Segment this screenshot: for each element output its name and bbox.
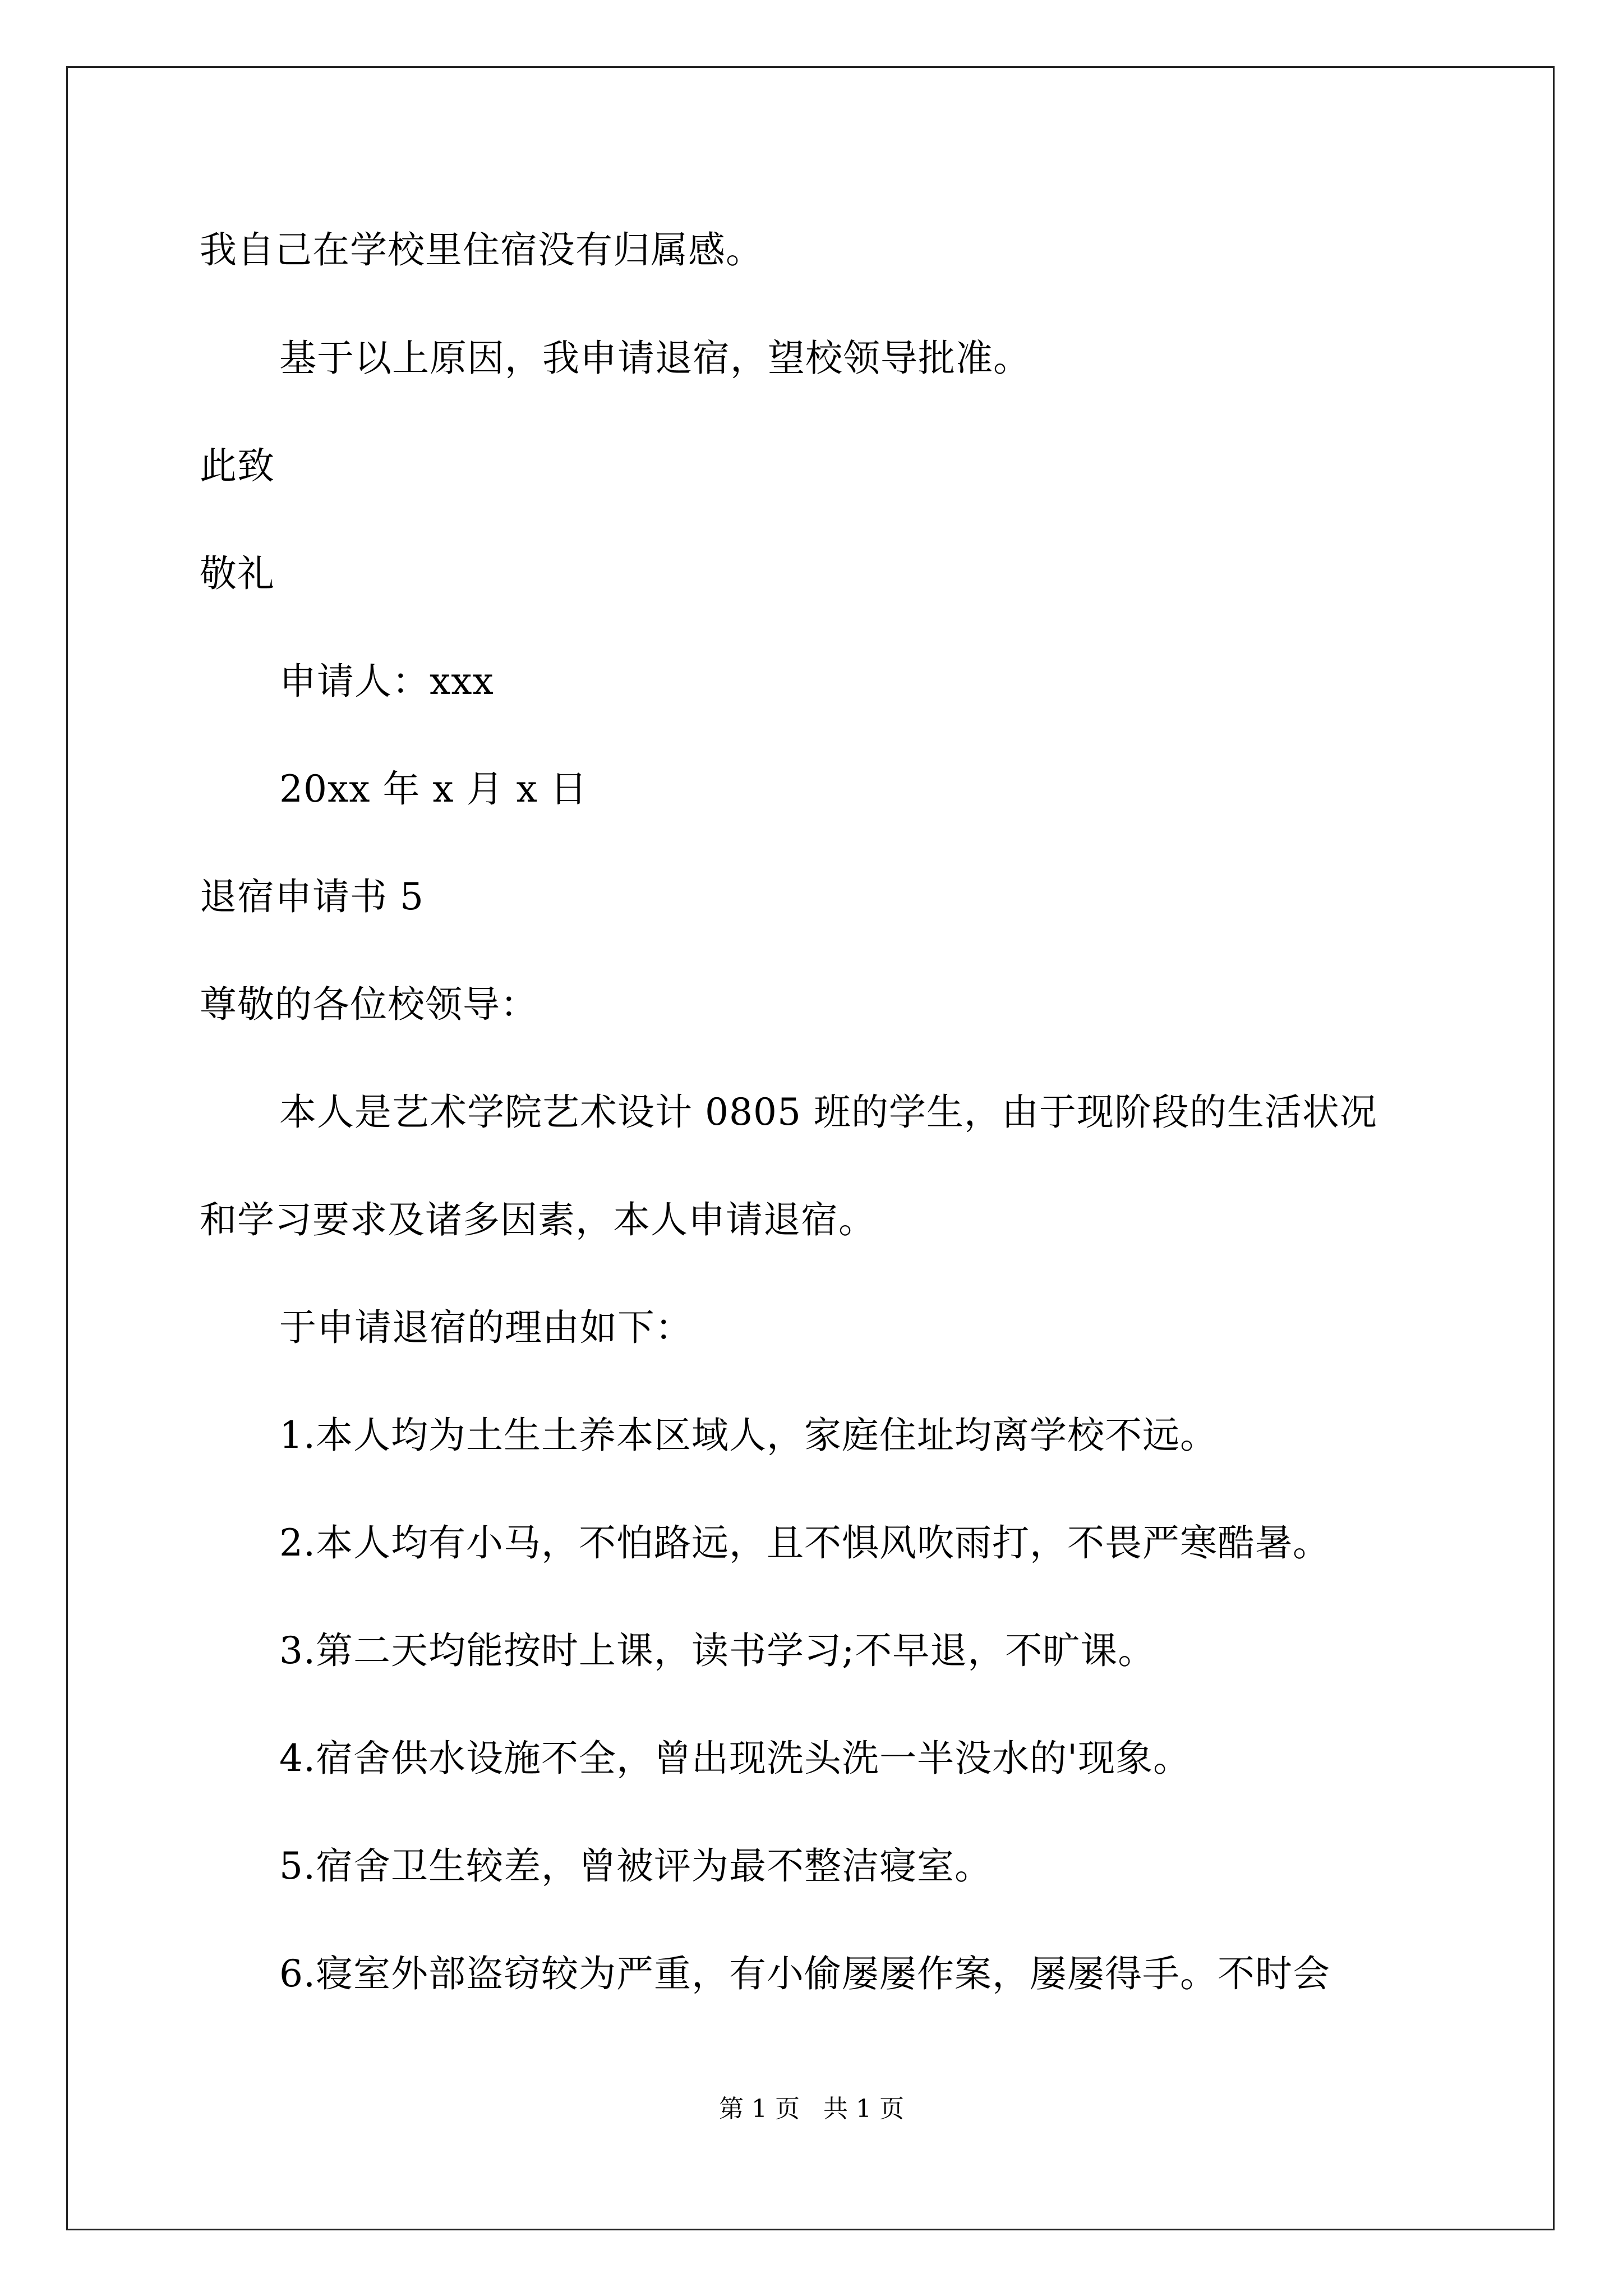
text-line: 1.本人均为土生土养本区域人，家庭住址均离学校不远。 bbox=[279, 1414, 1218, 1457]
text-line: 退宿申请书 5 bbox=[200, 875, 424, 918]
text-line: 6.寝室外部盗窃较为严重，有小偷屡屡作案，屡屡得手。不时会 bbox=[279, 1952, 1330, 1995]
text-line: 于申请退宿的理由如下： bbox=[279, 1306, 693, 1349]
text-line: 20xx 年 x 月 x 日 bbox=[279, 767, 588, 811]
text-line: 基于以上原因，我申请退宿，望校领导批准。 bbox=[279, 337, 1031, 380]
text-line: 和学习要求及诸多因素，本人申请退宿。 bbox=[200, 1198, 876, 1241]
text-line: 5.宿舍卫生较差，曾被评为最不整洁寝室。 bbox=[279, 1844, 992, 1888]
text-line: 3.第二天均能按时上课，读书学习;不早退，不旷课。 bbox=[279, 1629, 1156, 1672]
text-line: 4.宿舍供水设施不全，曾出现洗头洗一半没水的'现象。 bbox=[279, 1737, 1191, 1780]
page-border bbox=[66, 66, 1555, 2230]
page-footer: 第 1 页 共 1 页 bbox=[719, 2095, 904, 2123]
text-line: 敬礼 bbox=[200, 552, 275, 595]
text-line: 尊敬的各位校领导： bbox=[200, 983, 538, 1026]
text-line: 本人是艺术学院艺术设计 0805 班的学生，由于现阶段的生活状况 bbox=[279, 1091, 1377, 1134]
text-line: 2.本人均有小马，不怕路远，且不惧风吹雨打，不畏严寒酷暑。 bbox=[279, 1521, 1330, 1565]
text-line: 申请人：xxx bbox=[279, 660, 494, 703]
text-line: 此致 bbox=[200, 444, 275, 487]
text-line: 我自己在学校里住宿没有归属感。 bbox=[200, 228, 763, 272]
